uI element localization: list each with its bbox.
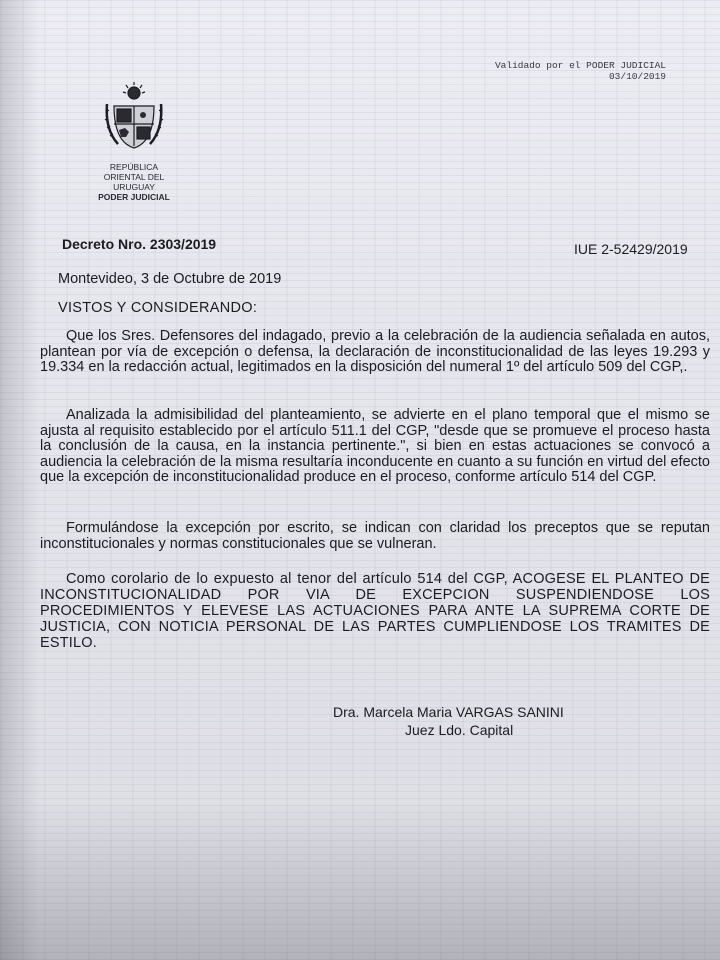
coat-of-arms-icon — [104, 80, 164, 152]
institution-name: PODER JUDICIAL — [98, 192, 170, 202]
institution-line: ORIENTAL DEL — [103, 172, 165, 182]
section-heading: VISTOS Y CONSIDERANDO: — [58, 300, 258, 316]
institution-block — [78, 162, 190, 202]
paragraph-2 — [40, 408, 710, 486]
validation-text: Validado por el PODER JUDICIAL — [494, 60, 666, 71]
institution-line: REPÚBLICA — [109, 162, 159, 172]
validation-date: 03/10/2019 — [608, 71, 666, 82]
paragraph-4 — [40, 571, 710, 651]
validation-stamp — [460, 60, 666, 82]
case-identifier: IUE 2-52429/2019 — [574, 241, 688, 257]
page-shadow — [0, 800, 720, 960]
decree-number: Decreto Nro. 2303/2019 — [62, 236, 217, 252]
place-date: Montevideo, 3 de Octubre de 2019 — [58, 271, 282, 287]
paragraph-text: Formulándose la excepción por escrito, se indican con claridad los preceptos que se reputan inconstitucionales y normas constitucionales que se vulneran. — [40, 520, 710, 552]
paragraph-text: Como corolario de lo expuesto al tenor del artículo 514 del CGP, ACOGESE EL PLANTEO DE INCONSTITUCIONALIDAD POR VIA DE EXCEPCION SUSPENDIENDOSE LOS PROCEDIMIENTOS Y ELEVESE LAS ACTUACIONES PARA ANTE LA SUPREMA CORTE DE JUSTICIA, CON NOTICIA PERSONAL DE LAS PARTES CUMPLIENDOSE LOS TRAMITES DE ESTILO. — [40, 571, 710, 651]
paragraph-text: Analizada la admisibilidad del planteamiento, se advierte en el plano temporal que el mismo se ajusta al requisito establecido por el artículo 511.1 del CGP, "desde que se promueve el proceso hasta la conclusión de la causa, en la instancia pertinente.", si bien en estas actuaciones se convocó a audiencia la celebración de la misma resultaría inconducente en cuanto a su función en virtud del efecto que la excepción de inconstitucionalidad produce en el proceso, conforme artículo 514 del CGP. — [40, 407, 710, 485]
paragraph-1 — [40, 329, 710, 376]
signatory-title: Juez Ldo. Capital — [405, 722, 514, 738]
paragraph-3 — [40, 521, 710, 552]
institution-line: URUGUAY — [113, 182, 155, 192]
signatory-name: Dra. Marcela Maria VARGAS SANINI — [333, 704, 564, 720]
paragraph-text: Que los Sres. Defensores del indagado, previo a la celebración de la audiencia señalada en autos, plantean por vía de excepción o defensa, la declaración de inconstitucionalidad de las leyes 19.293 y 19.334 en la redacción actual, legitimados en la disposición del numeral 1º del artículo 509 del CGP,. — [40, 328, 710, 375]
